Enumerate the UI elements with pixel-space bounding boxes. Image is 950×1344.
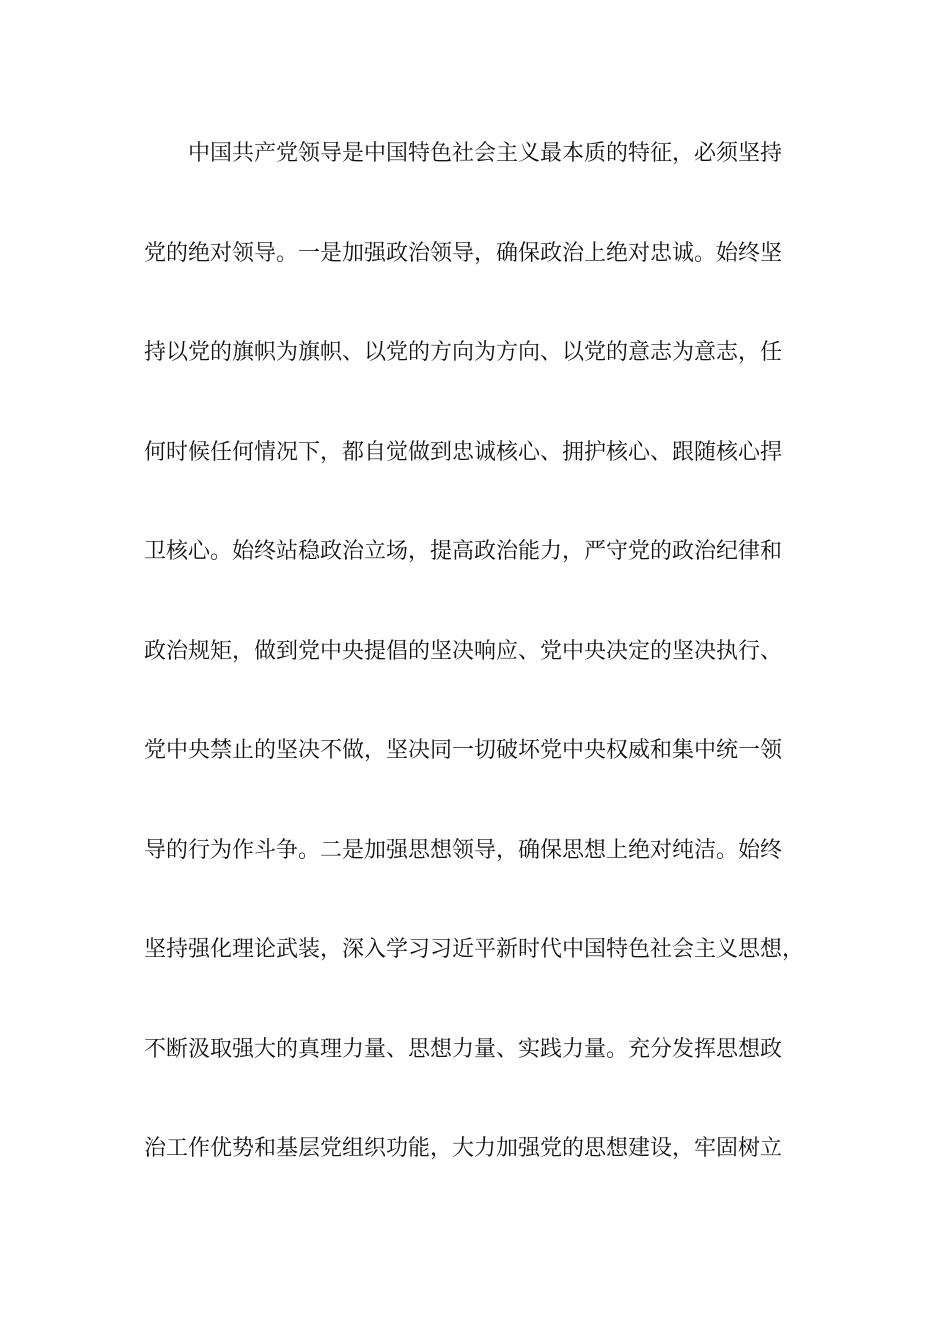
- paragraph-line-10: 不断汲取强大的真理力量、思想力量、实践力量。充分发挥思想政: [144, 1037, 783, 1062]
- paragraph-line-7: 党中央禁止的坚决不做，坚决同一切破坏党中央权威和集中统一领: [144, 738, 783, 763]
- paragraph-line-8: 导的行为作斗争。二是加强思想领导，确保思想上绝对纯洁。始终: [144, 838, 783, 863]
- paragraph-line-6: 政治规矩，做到党中央提倡的坚决响应、党中央决定的坚决执行、: [144, 639, 783, 664]
- paragraph-line-1: 中国共产党领导是中国特色社会主义最本质的特征，必须坚持: [188, 141, 783, 166]
- paragraph-line-4: 何时候任何情况下，都自觉做到忠诚核心、拥护核心、跟随核心捍: [144, 440, 783, 465]
- paragraph-line-3: 持以党的旗帜为旗帜、以党的方向为方向、以党的意志为意志，任: [144, 340, 783, 365]
- paragraph-line-2: 党的绝对领导。一是加强政治领导，确保政治上绝对忠诚。始终坚: [144, 241, 783, 266]
- paragraph-line-9: 坚持强化理论武装，深入学习习近平新时代中国特色社会主义思想，: [144, 937, 805, 962]
- paragraph-line-11: 治工作优势和基层党组织功能，大力加强党的思想建设，牢固树立: [144, 1136, 783, 1161]
- paragraph-line-5: 卫核心。始终站稳政治立场，提高政治能力，严守党的政治纪律和: [144, 539, 783, 564]
